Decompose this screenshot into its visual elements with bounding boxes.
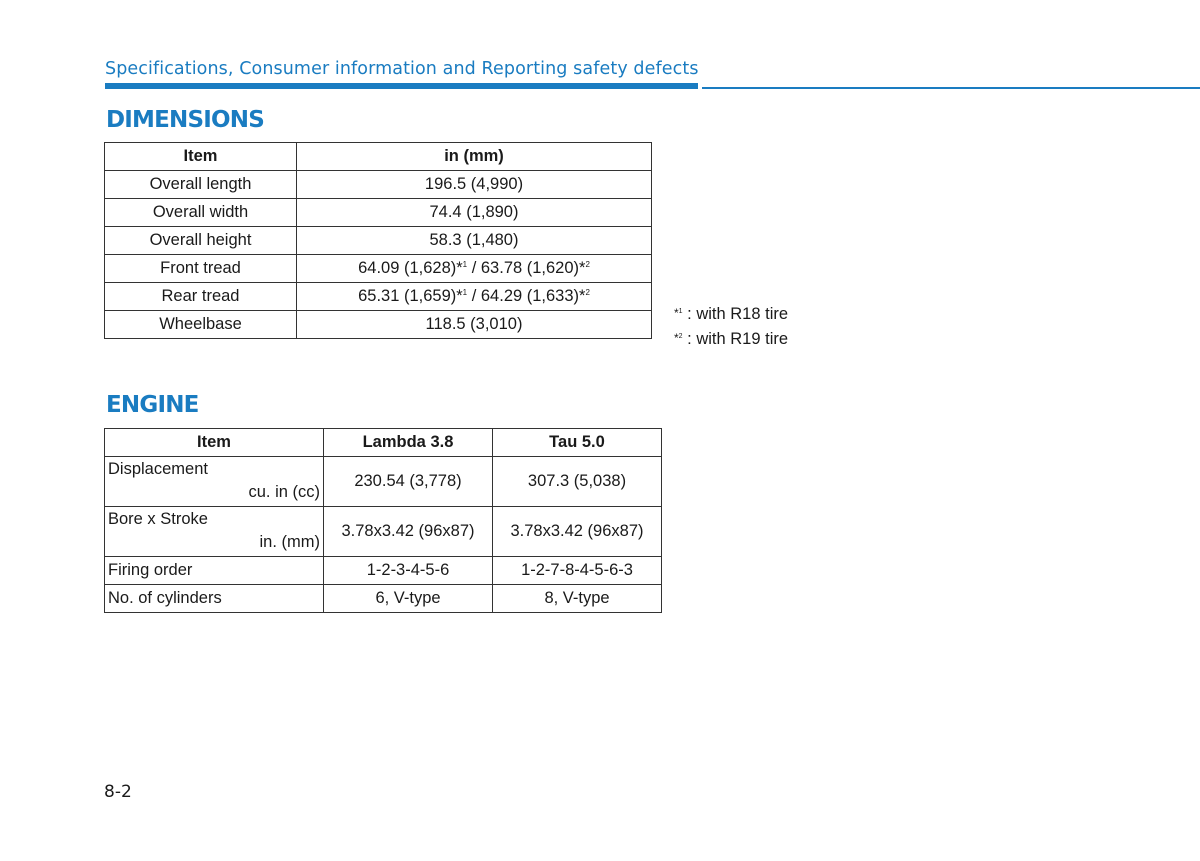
dimensions-heading: DIMENSIONS	[106, 107, 264, 133]
value-r18: 65.31 (1,659)*	[358, 287, 463, 305]
column-header-value: in (mm)	[297, 143, 652, 171]
row-value	[297, 255, 652, 283]
footnote-ref: 1	[462, 260, 468, 269]
table-row	[105, 283, 652, 311]
column-header-item: Item	[105, 429, 324, 457]
value-r18: 64.09 (1,628)*	[358, 259, 463, 277]
row-item: Overall width	[105, 199, 297, 227]
item-name: Displacement	[108, 460, 208, 478]
table-row	[105, 255, 652, 283]
footnote-mark: *$^2$	[674, 330, 683, 345]
table-row	[105, 311, 652, 339]
header-rule	[105, 83, 698, 89]
lambda-value: 230.54 (3,778)	[324, 457, 493, 507]
tau-value: 3.78x3.42 (96x87)	[493, 507, 662, 557]
footnote-text: : with R18 tire	[682, 305, 789, 323]
lambda-value: 1-2-3-4-5-6	[324, 557, 493, 585]
dimensions-table	[104, 142, 652, 339]
footnote	[674, 301, 788, 326]
row-value: 118.5 (3,010)	[297, 311, 652, 339]
page-number: 8-2	[104, 782, 132, 802]
value-r19: / 63.78 (1,620)*	[467, 259, 586, 277]
lambda-value: 6, V-type	[324, 585, 493, 613]
tau-value: 307.3 (5,038)	[493, 457, 662, 507]
table-row	[105, 557, 662, 585]
engine-heading: ENGINE	[106, 392, 199, 418]
item-unit: cu. in (cc)	[248, 483, 320, 501]
footnote	[674, 326, 788, 351]
row-item: Wheelbase	[105, 311, 297, 339]
footnote-mark: *$^1$	[674, 306, 683, 320]
chapter-title: Specifications, Consumer information and Reporting safety defects	[105, 59, 699, 79]
row-item: Overall height	[105, 227, 297, 255]
tau-value: 1-2-7-8-4-5-6-3	[493, 557, 662, 585]
table-row	[105, 457, 662, 507]
row-item	[105, 507, 324, 557]
row-value: 74.4 (1,890)	[297, 199, 652, 227]
row-value: 196.5 (4,990)	[297, 171, 652, 199]
row-item	[105, 457, 324, 507]
footnote-ref: 2	[585, 260, 590, 269]
row-item: Overall length	[105, 171, 297, 199]
table-header-row	[105, 429, 662, 457]
table-row	[105, 507, 662, 557]
footnote-text: : with R19 tire	[682, 329, 789, 348]
table-header-row	[105, 143, 652, 171]
item-unit: in. (mm)	[259, 533, 320, 551]
row-value: 58.3 (1,480)	[297, 227, 652, 255]
footnote-ref: 1	[462, 288, 468, 297]
row-value	[297, 283, 652, 311]
table-row	[105, 227, 652, 255]
footnote-ref: 2	[585, 288, 590, 297]
row-item: Front tread	[105, 255, 297, 283]
value-r19: / 64.29 (1,633)*	[467, 287, 586, 305]
table-row	[105, 585, 662, 613]
item-name: Bore x Stroke	[108, 510, 208, 528]
column-header-item: Item	[105, 143, 297, 171]
tau-value: 8, V-type	[493, 585, 662, 613]
column-header-tau: Tau 5.0	[493, 429, 662, 457]
row-item: Firing order	[105, 557, 324, 585]
table-row	[105, 199, 652, 227]
footnotes	[674, 301, 788, 350]
header-rule-extension	[702, 87, 1200, 89]
lambda-value: 3.78x3.42 (96x87)	[324, 507, 493, 557]
row-item: Rear tread	[105, 283, 297, 311]
table-row	[105, 171, 652, 199]
row-item: No. of cylinders	[105, 585, 324, 613]
engine-table	[104, 428, 662, 613]
column-header-lambda: Lambda 3.8	[324, 429, 493, 457]
